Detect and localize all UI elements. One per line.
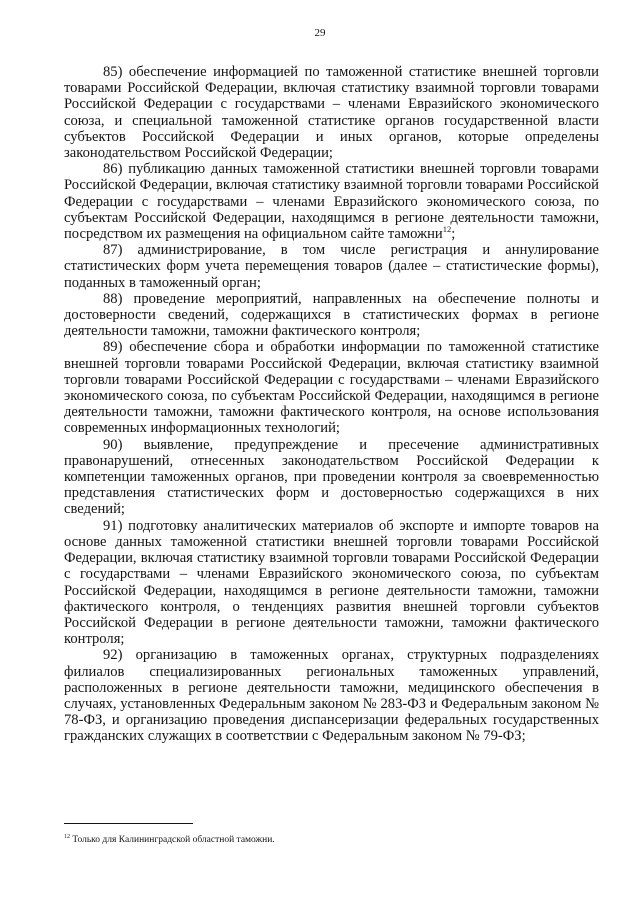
paragraph-85 xyxy=(64,64,599,161)
paragraph-87 xyxy=(64,242,599,291)
document-body xyxy=(64,64,599,745)
paragraph-text: 91) подготовку аналитических материалов об экспорте и импорте товаров на основе данных таможенной статистики внешней торговли товарами Российской Федерации, включая статистику взаимной торговли товарами Российской Федерации с государствами – членами Евразийского экономического союза, по субъектам Российской Федерации, находящимся в регионе деятельности таможни, таможни фактического контроля, о тенденциях развития внешней торговли субъектов Российской Федерации в регионе деятельности таможни, таможни фактического контроля; xyxy=(64,517,599,648)
paragraph-text: 90) выявление, предупреждение и пресечение административных правонарушений, отнесенных законодательством Российской Федерации к компетенции таможенных органов, при проведении контроля за своевременностью представления статистических форм и достоверностью содержащихся в них сведений; xyxy=(64,436,599,518)
footnote-reference: 12 xyxy=(442,224,452,235)
paragraph-90 xyxy=(64,437,599,518)
page-number: 29 xyxy=(314,27,326,39)
paragraph-88 xyxy=(64,291,599,340)
footnote-text: Только для Калининградской областной таможни. xyxy=(70,835,275,845)
footnote xyxy=(64,835,599,846)
paragraph-text: 86) публикацию данных таможенной статистики внешней торговли товарами Российской Федерации, включая статистику взаимной торговли товарами Российской Федерации с государствами – членами Евразийского экономического союза, по субъектам Российской Федерации, находящимся в регионе деятельности таможни, посредством их размещения на официальном сайте таможни xyxy=(64,161,599,243)
paragraph-89 xyxy=(64,339,599,436)
paragraph-text: 88) проведение мероприятий, направленных на обеспечение полноты и достоверности сведений, содержащихся в статистических формах в регионе деятельности таможни, таможни фактического контроля; xyxy=(64,290,599,340)
paragraph-text: 85) обеспечение информацией по таможенной статистике внешней торговли товарами Российской Федерации, включая статистику взаимной торговли товарами Российской Федерации с государствами – членами Евразийского экономического союза, и специальной таможенной статистике органов государственной власти субъектов Российской Федерации и иных органов, которые определены законодательством Российской Федерации; xyxy=(64,64,599,162)
paragraph-text: 92) организацию в таможенных органах, структурных подразделениях филиалов специализированных региональных таможенных управлений, расположенных в регионе деятельности таможни, медицинского обеспечения в случаях, установленных Федеральным законом № 283-ФЗ и Федеральным законом № 78-ФЗ, и организацию проведения диспансеризации федеральных государственных гражданских служащих в соответствии с Федеральным законом № 79-ФЗ; xyxy=(64,647,599,745)
paragraph-91 xyxy=(64,518,599,648)
paragraph-tail: ; xyxy=(451,226,456,243)
paragraph-86 xyxy=(64,161,599,242)
footnote-marker: 12 xyxy=(64,833,70,840)
paragraph-text: 87) администрирование, в том числе регистрация и аннулирование статистических форм учета перемещения товаров (далее – статистические формы), поданных в таможенный орган; xyxy=(64,242,599,291)
paragraph-92 xyxy=(64,647,599,744)
footnote-separator xyxy=(64,823,193,824)
paragraph-text: 89) обеспечение сбора и обработки информации по таможенной статистике внешней торговли товарами Российской Федерации, включая статистику взаимной торговли товарами Российской Федерации с государствами – членами Евразийского экономического союза, по субъектам Российской Федерации, находящимся в регионе деятельности таможни, таможни фактического контроля, на основе использования современных информационных технологий; xyxy=(64,339,599,437)
